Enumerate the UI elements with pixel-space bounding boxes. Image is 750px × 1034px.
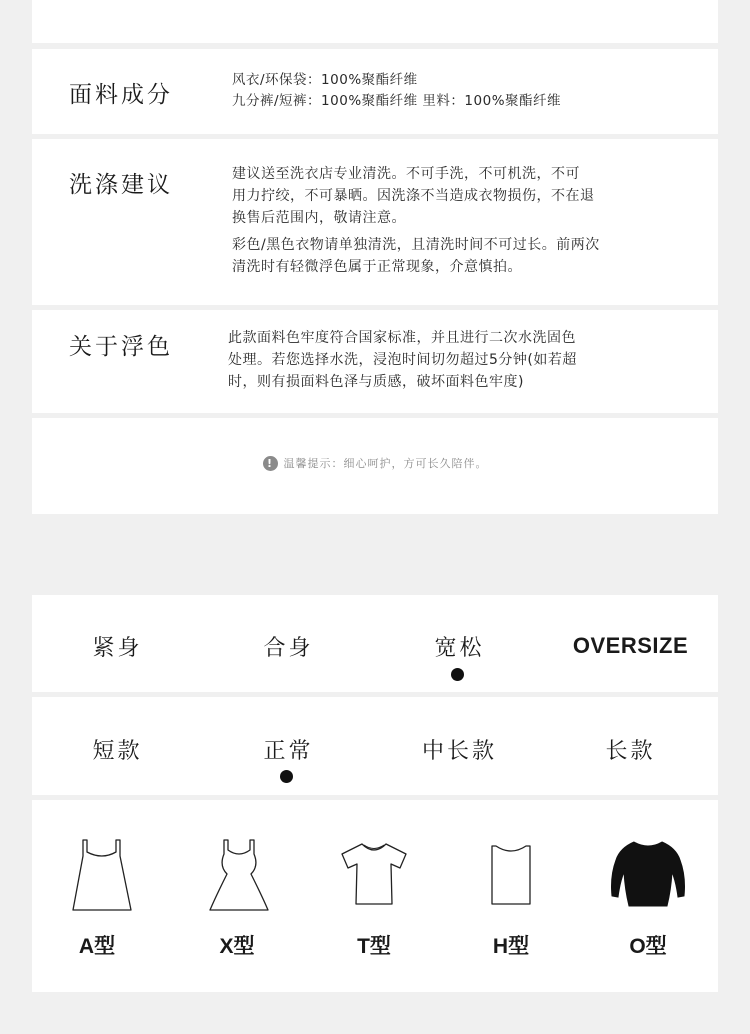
fit-section: [32, 595, 718, 692]
fabric-text: [232, 70, 561, 112]
fading-section: [32, 310, 718, 413]
top-panel: [32, 0, 718, 43]
length-selected-dot: [280, 770, 293, 783]
fit-option-tight: 紧身: [92, 636, 143, 661]
tip-line: [32, 455, 718, 471]
fit-selected-dot: [451, 668, 464, 681]
a-line-dress-icon: [70, 838, 134, 914]
fading-line: 处理。若您选择水洗，浸泡时间切勿超过5分钟(如若超: [228, 352, 577, 368]
washing-line: 用力拧绞，不可暴晒。因洗涤不当造成衣物损伤，不在退: [232, 188, 595, 204]
washing-section: [32, 139, 718, 305]
exclamation-icon: !: [263, 456, 278, 471]
washing-line: 清洗时有轻微浮色属于正常现象，介意慎拍。: [232, 259, 522, 275]
length-option-short: 短款: [92, 739, 143, 764]
tip-section: [32, 418, 718, 514]
fading-line: 时，则有损面料色泽与质感，破坏面料色牢度): [228, 374, 524, 390]
washing-line: 建议送至洗衣店专业清洗。不可手洗，不可机洗，不可: [232, 166, 580, 182]
shape-label-x: X型: [219, 935, 255, 958]
washing-text: [232, 163, 600, 278]
washing-title: 洗涤建议: [69, 172, 173, 198]
washing-line: 彩色/黑色衣物请单独清洗，且清洗时间不可过长。前两次: [232, 237, 600, 253]
tip-text: 温馨提示：细心呵护，方可长久陪伴。: [283, 457, 488, 470]
x-line-dress-icon: [207, 838, 271, 914]
shape-label-o: O型: [629, 935, 667, 958]
length-option-mid-long: 中长款: [421, 739, 497, 764]
shape-label-t: T型: [357, 935, 391, 958]
fading-title: 关于浮色: [69, 334, 173, 360]
fabric-line: 风衣/环保袋：100%聚酯纤维: [232, 72, 418, 88]
fit-option-oversize: OVERSIZE: [572, 633, 689, 658]
fabric-line: 九分裤/短裤：100%聚酯纤维 里料：100%聚酯纤维: [232, 93, 562, 109]
fit-option-regular: 合身: [263, 636, 314, 661]
shape-label-a: A型: [78, 935, 116, 958]
length-option-long: 长款: [605, 739, 656, 764]
length-section: [32, 697, 718, 795]
fabric-section: [32, 49, 718, 134]
silhouette-section: [32, 800, 718, 992]
t-shirt-icon: [338, 838, 410, 908]
washing-line: 换售后范围内，敬请注意。: [232, 210, 406, 226]
h-line-vest-icon: [488, 838, 534, 908]
fading-line: 此款面料色牢度符合国家标准，并且进行二次水洗固色: [228, 330, 576, 346]
o-shape-sweater-icon: [610, 838, 686, 910]
fading-text: [228, 327, 577, 393]
fabric-title: 面料成分: [69, 82, 173, 108]
shape-label-h: H型: [492, 935, 530, 958]
length-option-normal: 正常: [263, 739, 314, 764]
fit-option-loose: 宽松: [434, 636, 485, 661]
